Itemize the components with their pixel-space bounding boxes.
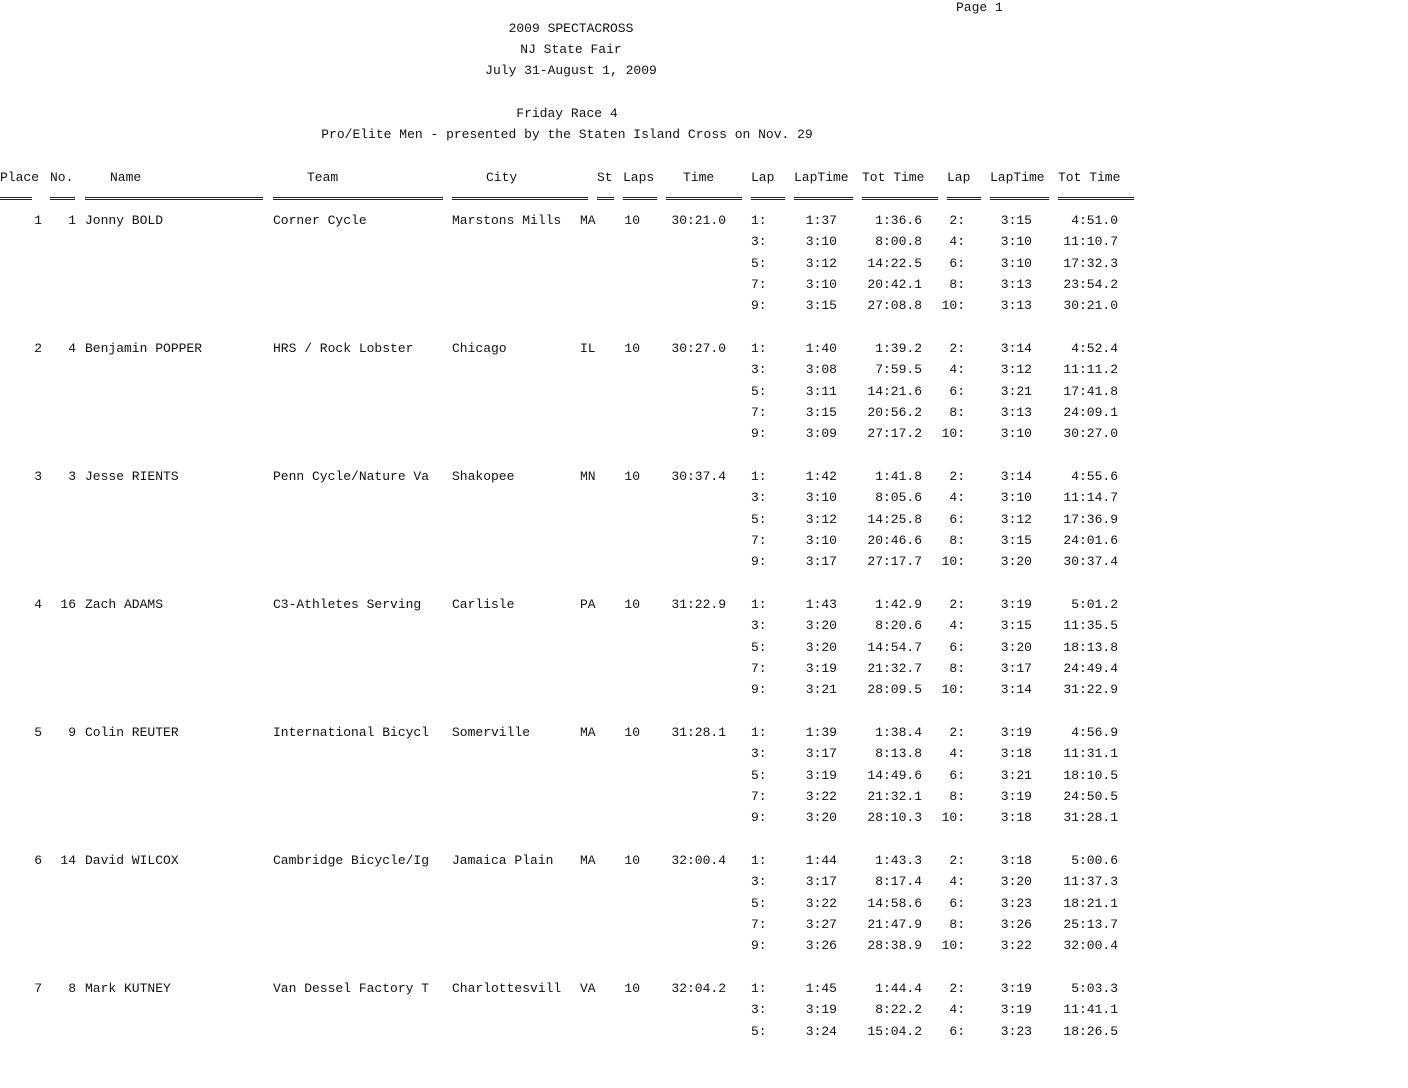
rider-no: 9 (68, 725, 76, 740)
split-lap-number: 8: (949, 277, 965, 292)
split-lap-number: 4: (949, 746, 965, 761)
split-total-time: 17:41.8 (1063, 384, 1118, 399)
split-lap-time: 3:10 (805, 490, 837, 505)
split-lap-time: 3:20 (805, 810, 837, 825)
split-lap-number: 4: (949, 874, 965, 889)
split-lap-time: 3:13 (1000, 405, 1032, 420)
rider-team: International Bicycl (273, 725, 430, 740)
split-lap-time: 3:18 (1000, 853, 1032, 868)
split-lap-number: 9: (751, 298, 767, 313)
split-lap-number: 6: (949, 384, 965, 399)
split-total-time: 21:32.1 (867, 789, 922, 804)
split-total-time: 11:31.1 (1063, 746, 1118, 761)
split-lap-time: 1:39 (805, 725, 837, 740)
split-lap-number: 1: (751, 853, 767, 868)
split-lap-number: 2: (949, 213, 965, 228)
split-lap-number: 5: (751, 768, 767, 783)
split-total-time: 18:10.5 (1063, 768, 1118, 783)
split-lap-number: 1: (751, 597, 767, 612)
rider-st: VA (580, 981, 596, 996)
header-rule (0, 197, 32, 200)
split-lap-time: 3:12 (805, 256, 837, 271)
split-lap-time: 3:14 (1000, 682, 1032, 697)
header-rule (794, 197, 853, 200)
rider-laps: 10 (624, 213, 640, 228)
split-total-time: 1:38.4 (875, 725, 922, 740)
col-header-lap-2: Lap (947, 170, 971, 185)
split-lap-number: 6: (949, 896, 965, 911)
rider-laps: 10 (624, 469, 640, 484)
split-total-time: 28:10.3 (867, 810, 922, 825)
split-lap-number: 7: (751, 661, 767, 676)
split-lap-number: 6: (949, 256, 965, 271)
split-total-time: 1:36.6 (875, 213, 922, 228)
rider-st: MA (580, 213, 596, 228)
split-lap-number: 3: (751, 234, 767, 249)
header-rule (452, 197, 588, 200)
split-lap-number: 8: (949, 917, 965, 932)
split-total-time: 21:47.9 (867, 917, 922, 932)
split-lap-number: 3: (751, 874, 767, 889)
col-header-tottime-2: Tot Time (1058, 170, 1121, 185)
split-total-time: 27:17.7 (867, 554, 922, 569)
split-lap-time: 3:23 (1000, 896, 1032, 911)
rider-time: 31:22.9 (671, 597, 726, 612)
split-lap-number: 1: (751, 469, 767, 484)
col-header-place: Place (0, 170, 40, 185)
venue-name: NJ State Fair (520, 42, 622, 57)
split-lap-number: 10: (941, 810, 965, 825)
rider-st: IL (580, 341, 596, 356)
col-header-tottime: Tot Time (862, 170, 925, 185)
split-lap-time: 3:14 (1000, 341, 1032, 356)
split-lap-number: 1: (751, 725, 767, 740)
split-lap-number: 7: (751, 405, 767, 420)
split-lap-time: 3:20 (1000, 554, 1032, 569)
split-lap-number: 3: (751, 1002, 767, 1017)
rider-city: Charlottesvill (452, 981, 562, 996)
split-lap-number: 5: (751, 896, 767, 911)
col-header-st: St (597, 170, 613, 185)
split-lap-number: 3: (751, 618, 767, 633)
race-title: Friday Race 4 (516, 106, 618, 121)
split-lap-time: 3:19 (1000, 981, 1032, 996)
split-total-time: 18:13.8 (1063, 640, 1118, 655)
split-lap-time: 1:40 (805, 341, 837, 356)
split-lap-number: 6: (949, 512, 965, 527)
split-total-time: 28:38.9 (867, 938, 922, 953)
rider-team: Cambridge Bicycle/Ig (273, 853, 430, 868)
rider-city: Jamaica Plain (452, 853, 554, 868)
split-lap-time: 1:45 (805, 981, 837, 996)
col-header-lap: Lap (751, 170, 775, 185)
rider-time: 30:21.0 (671, 213, 726, 228)
rider-name: Colin REUTER (85, 725, 179, 740)
split-total-time: 24:01.6 (1063, 533, 1118, 548)
split-lap-time: 3:10 (1000, 490, 1032, 505)
rider-city: Somerville (452, 725, 531, 740)
split-lap-time: 3:22 (805, 789, 837, 804)
split-total-time: 21:32.7 (867, 661, 922, 676)
split-total-time: 4:51.0 (1071, 213, 1118, 228)
rider-time: 32:04.2 (671, 981, 726, 996)
split-lap-time: 3:10 (805, 533, 837, 548)
split-lap-time: 3:22 (1000, 938, 1032, 953)
rider-time: 30:27.0 (671, 341, 726, 356)
split-total-time: 14:21.6 (867, 384, 922, 399)
split-total-time: 18:21.1 (1063, 896, 1118, 911)
split-lap-number: 7: (751, 789, 767, 804)
split-total-time: 32:00.4 (1063, 938, 1118, 953)
split-total-time: 17:36.9 (1063, 512, 1118, 527)
split-total-time: 11:11.2 (1063, 362, 1118, 377)
split-lap-time: 3:15 (805, 405, 837, 420)
split-total-time: 28:09.5 (867, 682, 922, 697)
split-total-time: 14:25.8 (867, 512, 922, 527)
split-lap-number: 2: (949, 981, 965, 996)
split-lap-number: 9: (751, 554, 767, 569)
rider-name: Zach ADAMS (85, 597, 164, 612)
split-lap-number: 9: (751, 810, 767, 825)
split-lap-number: 5: (751, 384, 767, 399)
rider-no: 1 (68, 213, 76, 228)
split-lap-number: 4: (949, 618, 965, 633)
split-lap-time: 3:12 (805, 512, 837, 527)
rider-laps: 10 (624, 981, 640, 996)
split-lap-time: 3:21 (1000, 768, 1032, 783)
split-total-time: 25:13.7 (1063, 917, 1118, 932)
split-lap-number: 8: (949, 789, 965, 804)
split-lap-number: 10: (941, 682, 965, 697)
split-total-time: 17:32.3 (1063, 256, 1118, 271)
split-total-time: 14:54.7 (867, 640, 922, 655)
split-lap-number: 9: (751, 426, 767, 441)
split-lap-time: 3:20 (1000, 640, 1032, 655)
split-lap-time: 3:27 (805, 917, 837, 932)
split-lap-number: 4: (949, 490, 965, 505)
split-lap-time: 3:19 (1000, 597, 1032, 612)
split-lap-number: 5: (751, 1024, 767, 1039)
split-lap-time: 3:10 (1000, 234, 1032, 249)
col-header-laptime-2: LapTime (990, 170, 1045, 185)
split-lap-number: 10: (941, 938, 965, 953)
split-lap-number: 8: (949, 405, 965, 420)
split-lap-time: 3:14 (1000, 469, 1032, 484)
page-number: Page 1 (956, 0, 1003, 15)
col-header-laps: Laps (623, 170, 655, 185)
header-rule (85, 197, 263, 200)
split-lap-time: 3:15 (805, 298, 837, 313)
split-lap-time: 3:12 (1000, 362, 1032, 377)
split-lap-number: 3: (751, 490, 767, 505)
split-total-time: 5:00.6 (1071, 853, 1118, 868)
split-lap-number: 3: (751, 746, 767, 761)
split-total-time: 1:44.4 (875, 981, 922, 996)
split-total-time: 11:10.7 (1063, 234, 1118, 249)
header-rule (50, 197, 75, 200)
header-rule (751, 197, 785, 200)
rider-city: Carlisle (452, 597, 515, 612)
rider-name: Benjamin POPPER (85, 341, 203, 356)
split-lap-time: 3:18 (1000, 810, 1032, 825)
split-total-time: 1:41.8 (875, 469, 922, 484)
split-lap-time: 3:26 (1000, 917, 1032, 932)
split-lap-number: 4: (949, 1002, 965, 1017)
split-total-time: 30:37.4 (1063, 554, 1118, 569)
race-category: Pro/Elite Men - presented by the Staten Island Cross on Nov. 29 (321, 127, 813, 142)
rider-laps: 10 (624, 853, 640, 868)
split-lap-number: 9: (751, 938, 767, 953)
rider-place: 2 (34, 341, 42, 356)
split-total-time: 20:46.6 (867, 533, 922, 548)
split-lap-time: 3:22 (805, 896, 837, 911)
col-header-team: Team (307, 170, 339, 185)
split-total-time: 31:28.1 (1063, 810, 1118, 825)
split-total-time: 8:13.8 (875, 746, 922, 761)
split-total-time: 24:09.1 (1063, 405, 1118, 420)
split-lap-time: 3:17 (1000, 661, 1032, 676)
rider-no: 16 (60, 597, 76, 612)
split-lap-time: 3:20 (1000, 874, 1032, 889)
split-total-time: 24:49.4 (1063, 661, 1118, 676)
split-lap-number: 4: (949, 234, 965, 249)
rider-team: Penn Cycle/Nature Va (273, 469, 430, 484)
header-rule (666, 197, 742, 200)
split-lap-time: 3:21 (805, 682, 837, 697)
header-rule (273, 197, 443, 200)
split-lap-time: 3:19 (1000, 1002, 1032, 1017)
split-total-time: 30:21.0 (1063, 298, 1118, 313)
header-rule (623, 197, 657, 200)
split-lap-number: 8: (949, 661, 965, 676)
split-lap-number: 7: (751, 277, 767, 292)
split-lap-number: 5: (751, 512, 767, 527)
split-total-time: 14:58.6 (867, 896, 922, 911)
rider-time: 31:28.1 (671, 725, 726, 740)
split-lap-time: 3:20 (805, 640, 837, 655)
split-lap-time: 3:17 (805, 874, 837, 889)
col-header-name: Name (110, 170, 142, 185)
split-lap-time: 3:10 (1000, 426, 1032, 441)
rider-team: C3-Athletes Serving (273, 597, 422, 612)
split-lap-number: 7: (751, 917, 767, 932)
split-total-time: 4:52.4 (1071, 341, 1118, 356)
rider-no: 3 (68, 469, 76, 484)
split-total-time: 4:56.9 (1071, 725, 1118, 740)
split-lap-time: 3:23 (1000, 1024, 1032, 1039)
rider-team: Van Dessel Factory T (273, 981, 430, 996)
split-lap-number: 2: (949, 341, 965, 356)
split-lap-time: 3:19 (805, 661, 837, 676)
rider-name: Jonny BOLD (85, 213, 164, 228)
split-total-time: 5:01.2 (1071, 597, 1118, 612)
split-lap-number: 10: (941, 554, 965, 569)
col-header-no: No. (50, 170, 74, 185)
split-lap-time: 3:10 (1000, 256, 1032, 271)
split-lap-number: 1: (751, 213, 767, 228)
split-total-time: 20:42.1 (867, 277, 922, 292)
rider-place: 1 (34, 213, 42, 228)
split-total-time: 8:05.6 (875, 490, 922, 505)
header-rule (1058, 197, 1134, 200)
rider-laps: 10 (624, 725, 640, 740)
split-lap-time: 3:15 (1000, 618, 1032, 633)
split-lap-time: 3:18 (1000, 746, 1032, 761)
rider-team: Corner Cycle (273, 213, 367, 228)
split-lap-number: 1: (751, 341, 767, 356)
split-lap-time: 1:37 (805, 213, 837, 228)
col-header-city: City (486, 170, 518, 185)
col-header-time: Time (683, 170, 715, 185)
header-rule (862, 197, 938, 200)
split-lap-time: 3:24 (805, 1024, 837, 1039)
split-lap-time: 3:19 (1000, 789, 1032, 804)
rider-city: Marstons Mills (452, 213, 562, 228)
header-rule (947, 197, 981, 200)
split-total-time: 20:56.2 (867, 405, 922, 420)
event-title: 2009 SPECTACROSS (508, 21, 634, 36)
split-lap-time: 3:19 (1000, 725, 1032, 740)
split-lap-number: 2: (949, 853, 965, 868)
rider-no: 4 (68, 341, 76, 356)
split-lap-time: 1:43 (805, 597, 837, 612)
split-total-time: 8:17.4 (875, 874, 922, 889)
split-lap-number: 2: (949, 469, 965, 484)
split-total-time: 14:22.5 (867, 256, 922, 271)
rider-laps: 10 (624, 341, 640, 356)
split-lap-time: 3:26 (805, 938, 837, 953)
header-rule (597, 197, 614, 200)
split-total-time: 31:22.9 (1063, 682, 1118, 697)
split-lap-time: 1:42 (805, 469, 837, 484)
split-lap-number: 7: (751, 533, 767, 548)
split-total-time: 7:59.5 (875, 362, 922, 377)
split-lap-time: 3:10 (805, 277, 837, 292)
rider-no: 8 (68, 981, 76, 996)
rider-no: 14 (60, 853, 76, 868)
split-total-time: 11:37.3 (1063, 874, 1118, 889)
col-header-laptime: LapTime (794, 170, 849, 185)
split-total-time: 11:14.7 (1063, 490, 1118, 505)
split-lap-time: 3:17 (805, 746, 837, 761)
header-rule (990, 197, 1049, 200)
rider-place: 4 (34, 597, 42, 612)
split-total-time: 1:39.2 (875, 341, 922, 356)
split-lap-number: 9: (751, 682, 767, 697)
split-lap-time: 3:21 (1000, 384, 1032, 399)
rider-name: Mark KUTNEY (85, 981, 171, 996)
split-lap-number: 5: (751, 256, 767, 271)
split-lap-time: 3:08 (805, 362, 837, 377)
rider-st: PA (580, 597, 596, 612)
split-lap-number: 1: (751, 981, 767, 996)
split-lap-number: 2: (949, 597, 965, 612)
split-total-time: 1:42.9 (875, 597, 922, 612)
split-lap-time: 3:09 (805, 426, 837, 441)
split-total-time: 30:27.0 (1063, 426, 1118, 441)
split-lap-time: 3:20 (805, 618, 837, 633)
rider-place: 3 (34, 469, 42, 484)
split-lap-number: 10: (941, 426, 965, 441)
split-total-time: 24:50.5 (1063, 789, 1118, 804)
rider-place: 5 (34, 725, 42, 740)
split-lap-number: 8: (949, 533, 965, 548)
rider-laps: 10 (624, 597, 640, 612)
split-total-time: 27:17.2 (867, 426, 922, 441)
split-total-time: 8:20.6 (875, 618, 922, 633)
split-total-time: 23:54.2 (1063, 277, 1118, 292)
split-lap-number: 5: (751, 640, 767, 655)
rider-city: Chicago (452, 341, 507, 356)
split-lap-number: 10: (941, 298, 965, 313)
event-dates: July 31-August 1, 2009 (485, 63, 657, 78)
split-lap-number: 2: (949, 725, 965, 740)
split-total-time: 1:43.3 (875, 853, 922, 868)
split-lap-time: 3:19 (805, 768, 837, 783)
rider-name: Jesse RIENTS (85, 469, 179, 484)
rider-time: 30:37.4 (671, 469, 726, 484)
split-lap-time: 3:12 (1000, 512, 1032, 527)
split-lap-time: 3:11 (805, 384, 837, 399)
split-lap-time: 3:15 (1000, 213, 1032, 228)
split-total-time: 11:35.5 (1063, 618, 1118, 633)
split-lap-number: 6: (949, 768, 965, 783)
split-lap-number: 4: (949, 362, 965, 377)
rider-name: David WILCOX (85, 853, 179, 868)
split-lap-time: 3:13 (1000, 298, 1032, 313)
rider-time: 32:00.4 (671, 853, 726, 868)
split-lap-time: 3:19 (805, 1002, 837, 1017)
split-lap-time: 1:44 (805, 853, 837, 868)
rider-st: MA (580, 725, 596, 740)
split-lap-number: 3: (751, 362, 767, 377)
split-lap-time: 3:17 (805, 554, 837, 569)
split-total-time: 11:41.1 (1063, 1002, 1118, 1017)
split-total-time: 15:04.2 (867, 1024, 922, 1039)
split-total-time: 27:08.8 (867, 298, 922, 313)
split-lap-time: 3:13 (1000, 277, 1032, 292)
rider-st: MA (580, 853, 596, 868)
split-lap-number: 6: (949, 640, 965, 655)
split-total-time: 14:49.6 (867, 768, 922, 783)
rider-team: HRS / Rock Lobster (273, 341, 414, 356)
split-lap-number: 6: (949, 1024, 965, 1039)
rider-st: MN (580, 469, 596, 484)
rider-place: 7 (34, 981, 42, 996)
split-total-time: 4:55.6 (1071, 469, 1118, 484)
split-total-time: 5:03.3 (1071, 981, 1118, 996)
split-total-time: 8:00.8 (875, 234, 922, 249)
split-lap-time: 3:10 (805, 234, 837, 249)
split-lap-time: 3:15 (1000, 533, 1032, 548)
rider-place: 6 (34, 853, 42, 868)
split-total-time: 8:22.2 (875, 1002, 922, 1017)
split-total-time: 18:26.5 (1063, 1024, 1118, 1039)
rider-city: Shakopee (452, 469, 515, 484)
